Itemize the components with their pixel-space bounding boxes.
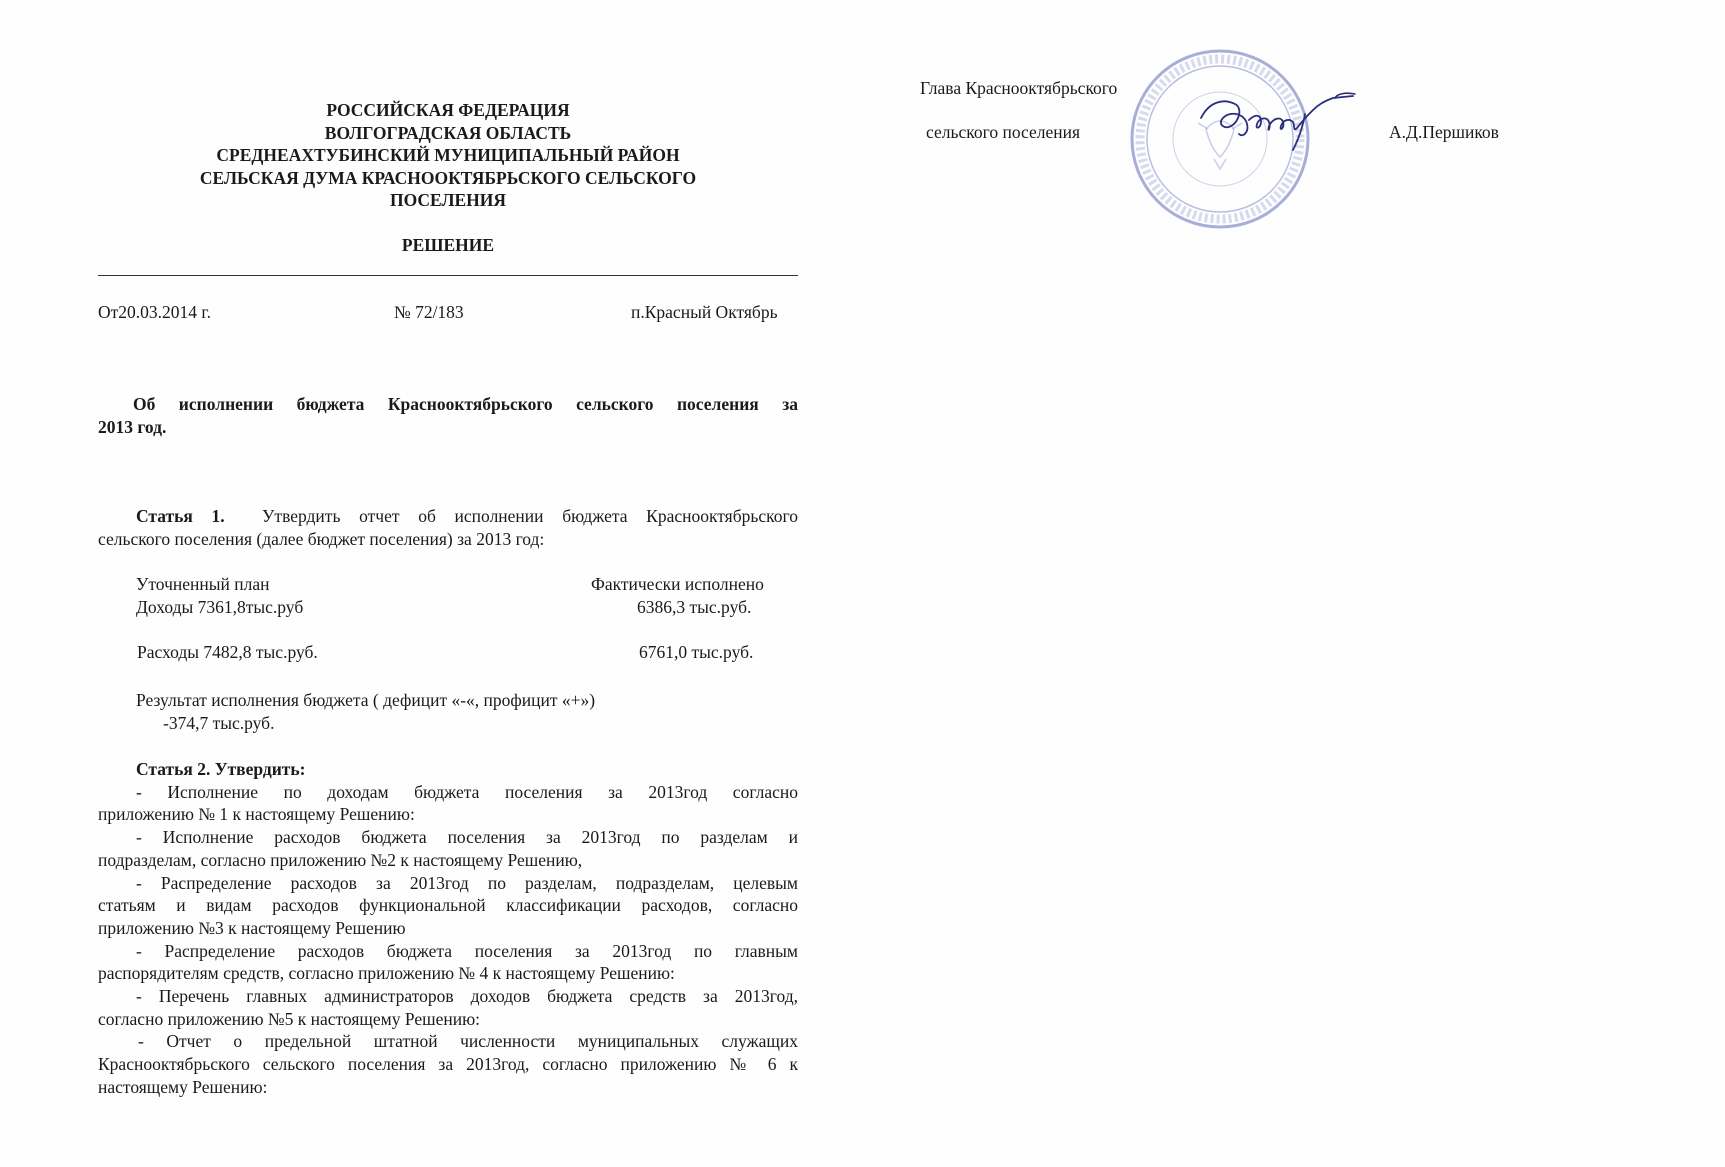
- income-plan: Доходы 7361,8тыс.руб: [136, 597, 304, 617]
- article-2-heading: Статья 2. Утвердить:: [136, 759, 306, 779]
- header-council-cont: ПОСЕЛЕНИЯ: [389, 190, 507, 210]
- item-line: настоящему Решению:: [98, 1076, 268, 1097]
- article-2-item: [98, 872, 798, 940]
- budget-result-label: Результат исполнения бюджета ( дефицит «-«, профицит «+»): [136, 690, 596, 710]
- signatory-name: А.Д.Першиков: [1389, 122, 1499, 142]
- expense-plan: Расходы 7482,8 тыс.руб.: [137, 642, 318, 662]
- document-place: п.Красный Октябрь: [631, 302, 778, 322]
- item-line: - Перечень главных администраторов доходов бюджета средств за 2013год,: [136, 986, 798, 1007]
- title-line-1: Об исполнении бюджета Краснооктябрьского сельского поселения за: [133, 394, 798, 414]
- header-country: РОССИЙСКАЯ ФЕДЕРАЦИЯ: [326, 100, 570, 120]
- item-line: - Распределение расходов бюджета поселения за 2013год по главным: [136, 940, 798, 961]
- item-line: приложению №3 к настоящему Решению: [98, 917, 406, 938]
- article-1-text: Утвердить отчет об исполнении бюджета Краснооктябрьского: [262, 506, 798, 526]
- document-title: [98, 393, 798, 438]
- expense-fact: 6761,0 тыс.руб.: [639, 642, 754, 662]
- article-2-item: [98, 985, 798, 1030]
- header-council: СЕЛЬСКАЯ ДУМА КРАСНООКТЯБРЬСКОГО СЕЛЬСКОГО: [199, 167, 697, 188]
- document-date: От20.03.2014 г.: [98, 302, 211, 322]
- fact-column-header: Фактически исполнено: [591, 574, 764, 594]
- document-header: [98, 99, 798, 212]
- article-2: [98, 758, 798, 1099]
- item-line: - Распределение расходов за 2013год по разделам, подразделам, целевым: [136, 872, 798, 893]
- item-line: распорядителям средств, согласно приложению № 4 к настоящему Решению:: [98, 963, 675, 984]
- article-2-item: [98, 826, 798, 871]
- title-line-2: 2013 год.: [98, 416, 167, 437]
- article-2-item: [98, 940, 798, 985]
- header-region: ВОЛГОГРАДСКАЯ ОБЛАСТЬ: [324, 122, 572, 143]
- item-line: - Исполнение расходов бюджета поселения за 2013год по разделам и: [136, 827, 798, 848]
- article-1-line-2: сельского поселения (далее бюджет поселения) за 2013 год:: [98, 528, 545, 549]
- header-district: СРЕДНЕАХТУБИНСКИЙ МУНИЦИПАЛЬНЫЙ РАЙОН: [216, 145, 680, 165]
- item-line: - Исполнение по доходам бюджета поселения за 2013год согласно: [136, 781, 798, 802]
- document-type: РЕШЕНИЕ: [401, 235, 495, 255]
- income-fact: 6386,3 тыс.руб.: [637, 597, 752, 617]
- header-divider: [98, 275, 798, 276]
- article-2-item: [98, 1030, 798, 1098]
- item-line: согласно приложению №5 к настоящему Решению:: [98, 1008, 481, 1029]
- article-1: [98, 505, 798, 550]
- article-1-line-1: [98, 505, 798, 528]
- item-line: - Отчет о предельной штатной численности муниципальных служащих: [138, 1031, 798, 1052]
- article-2-item: [98, 781, 798, 826]
- signatory-title-line-2: сельского поселения: [926, 122, 1081, 142]
- signatory-title-line-1: Глава Краснооктябрьского: [920, 78, 1118, 98]
- item-line: подразделам, согласно приложению №2 к настоящему Решению,: [98, 849, 583, 870]
- document-number: № 72/183: [394, 302, 464, 322]
- handwritten-signature: [1195, 90, 1363, 154]
- item-line: Краснооктябрьского сельского поселения за 2013год, согласно приложению № 6 к: [98, 1054, 798, 1075]
- article-1-heading: Статья 1.: [136, 506, 225, 526]
- item-line: приложению № 1 к настоящему Решению:: [98, 804, 415, 825]
- item-line: статьям и видам расходов функциональной классификации расходов, согласно: [98, 895, 798, 916]
- plan-column-header: Уточненный план: [136, 574, 270, 594]
- budget-result-value: -374,7 тыс.руб.: [163, 713, 275, 733]
